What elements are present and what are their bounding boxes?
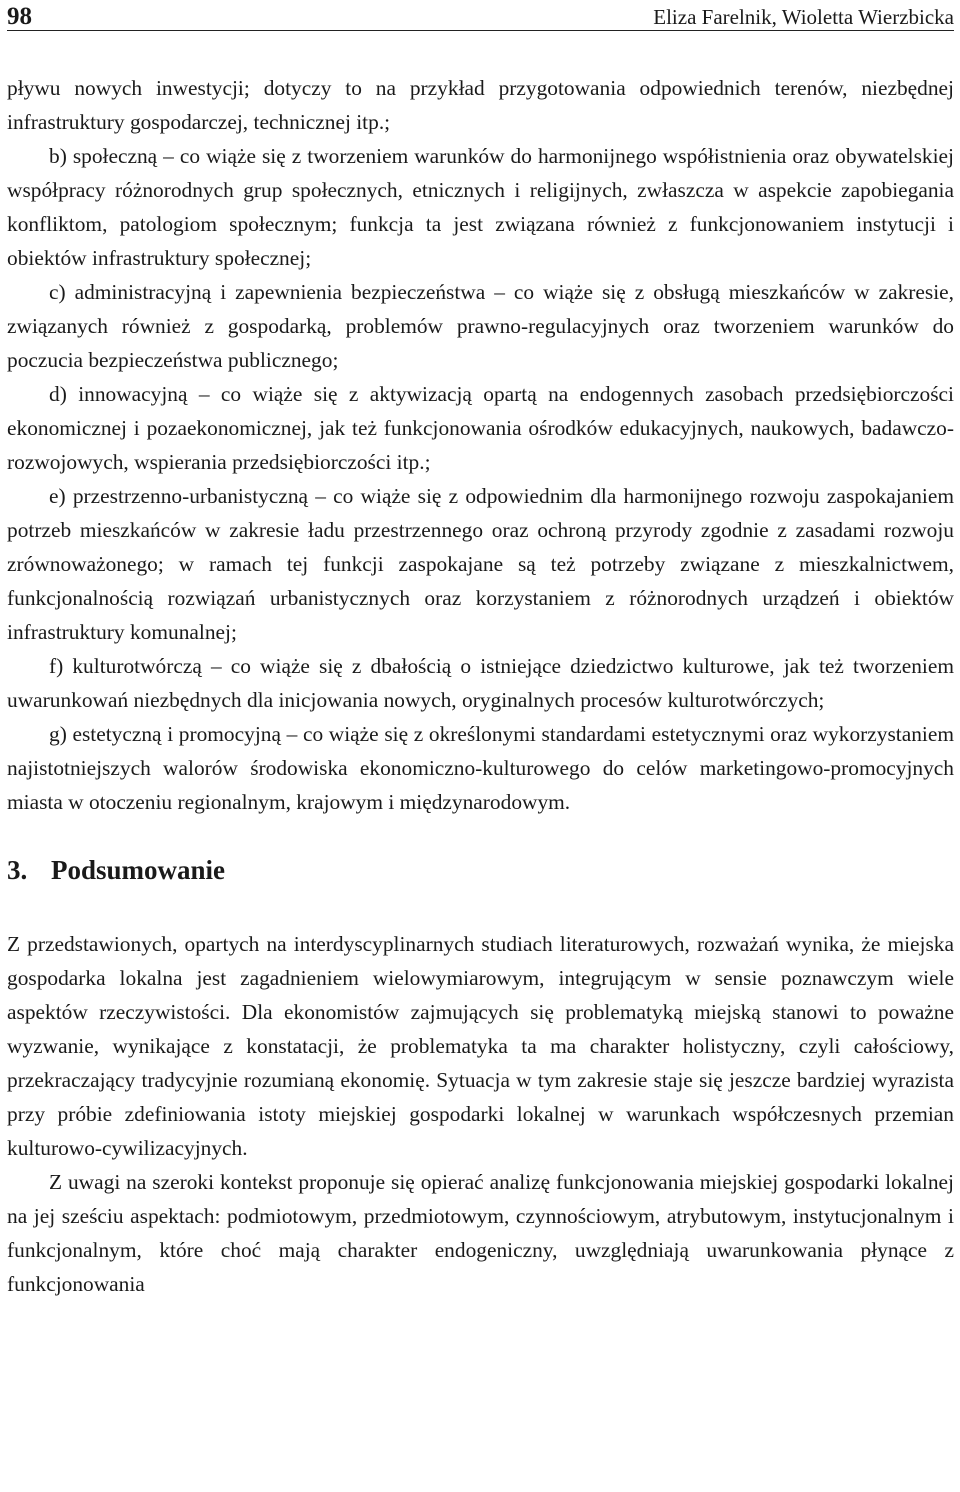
section-number: 3. xyxy=(7,855,28,885)
list-item-continuation: pływu nowych inwestycji; dotyczy to na przykład przygotowania odpowiednich terenów, niezbędnej infrastruktury gospodarczej, technicznej itp.; xyxy=(7,76,954,134)
section-title: Podsumowanie xyxy=(51,855,226,885)
paragraph: Z przedstawionych, opartych na interdyscyplinarnych studiach literaturowych, rozważań wynika, że miejska gospodarka lokalna jest zagadnieniem wielowymiarowym, integrującym w sensie poznawczym wiele aspektów rzeczywistości. Dla ekonomistów zajmujących się problematyką miejską stanowi to poważne wyzwanie, wynikające z konstatacji, że problematyka ta ma charakter holistyczny, czyli całościowy, przekraczający tradycyjnie rozumianą ekonomię. Sytuacja w tym zakresie staje się jeszcze bardziej wyrazista przy próbie zdefiniowania istoty miejskiej gospodarki lokalnej w warunkach współczesnych przemian kulturowo-cywilizacyjnych. xyxy=(7,932,954,1160)
list-item-g: g) estetyczną i promocyjną – co wiąże się z określonymi standardami estetycznymi oraz wykorzystaniem najistotniejszych walorów środowiska ekonomiczno-kulturowego do celów marketingowo-promocyjnych miasta w otoczeniu regionalnym, krajowym i międzynarodowym. xyxy=(7,722,954,814)
list-item-d: d) innowacyjną – co wiąże się z aktywizacją opartą na endogennych zasobach przedsiębiorczości ekonomicznej i pozaekonomicznej, jak też funkcjonowania ośrodków edukacyjnych, naukowych, badawczo-rozwojowych, wspierania przedsiębiorczości itp.; xyxy=(7,382,954,474)
paragraph: Z uwagi na szeroki kontekst proponuje się opierać analizę funkcjonowania miejskiej gospodarki lokalnej na jej sześciu aspektach: podmiotowym, przedmiotowym, czynnościowym, atrybutowym, instytucjonalnym i funkcjonalnym, które choć mają charakter endogeniczny, uwzględniają uwarunkowania płynące z funkcjonowania xyxy=(7,1170,954,1296)
running-head-authors: Eliza Farelnik, Wioletta Wierzbicka xyxy=(653,5,954,29)
page-number: 98 xyxy=(7,3,32,30)
list-item-e: e) przestrzenno-urbanistyczną – co wiąże się z odpowiednim dla harmonijnego rozwoju zaspokajaniem potrzeb mieszkańców w zakresie ładu przestrzennego oraz ochroną przyrody zgodnie z zasadami rozwoju zrównoważonego; w ramach tej funkcji zaspokajane są też potrzeby związane z mieszkalnictwem, funkcjonalnością rozwiązań urbanistycznych oraz korzystaniem z różnorodnych urządzeń i obiektów infrastruktury komunalnej; xyxy=(7,484,954,644)
list-item-c: c) administracyjną i zapewnienia bezpieczeństwa – co wiąże się z obsługą mieszkańców w zakresie, związanych również z gospodarką, problemów prawno-regulacyjnych oraz tworzeniem warunków do poczucia bezpieczeństwa publicznego; xyxy=(7,280,954,372)
page-header xyxy=(7,0,954,31)
list-item-b: b) społeczną – co wiąże się z tworzeniem warunków do harmonijnego współistnienia oraz obywatelskiej współpracy różnorodnych grup społecznych, etnicznych i religijnych, zwłaszcza w aspekcie zapobiegania konfliktom, patologiom społecznym; funkcja ta jest związana również z funkcjonowaniem instytucji i obiektów infrastruktury społecznej; xyxy=(7,144,954,270)
section-heading xyxy=(7,853,954,887)
page-body xyxy=(7,71,954,1301)
list-item-f: f) kulturotwórczą – co wiąże się z dbałością o istniejące dziedzictwo kulturowe, jak też tworzeniem uwarunkowań niezbędnych dla inicjowania nowych, oryginalnych procesów kulturotwórczych; xyxy=(7,654,954,712)
